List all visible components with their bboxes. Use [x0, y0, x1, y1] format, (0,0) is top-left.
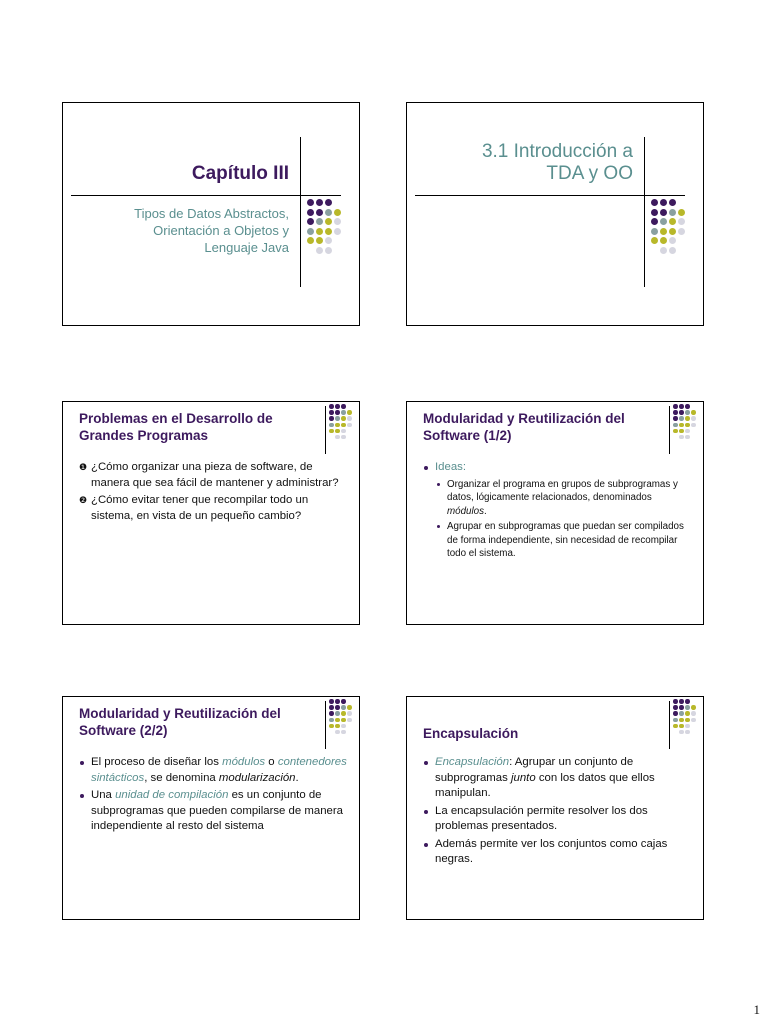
decorative-dot: [685, 404, 690, 409]
decorative-dot: [685, 410, 690, 415]
decorative-dot: [678, 199, 685, 206]
decorative-dots: [307, 199, 343, 256]
decorative-dot: [335, 416, 340, 421]
decorative-dot: [669, 228, 676, 235]
decorative-dot: [691, 724, 696, 729]
decorative-dot: [329, 435, 334, 440]
decorative-dot: [651, 199, 658, 206]
decorative-dot: [651, 237, 658, 244]
decorative-dot: [685, 730, 690, 735]
decorative-dot: [669, 247, 676, 254]
decorative-dot: [669, 199, 676, 206]
divider-vertical: [644, 137, 645, 287]
decorative-dot: [347, 429, 352, 434]
decorative-dot: [679, 724, 684, 729]
divider-vertical: [300, 137, 301, 287]
decorative-dot: [651, 247, 658, 254]
decorative-dot: [307, 218, 314, 225]
divider-vertical: [669, 406, 670, 454]
list-item: El proceso de diseñar los módulos o contenedores sintácticos, se denomina modularización.: [79, 755, 349, 786]
list-item: ❶ ¿Cómo organizar una pieza de software, de manera que sea fácil de mantener y administrar?: [79, 461, 339, 489]
decorative-dot: [660, 228, 667, 235]
decorative-dot: [669, 218, 676, 225]
decorative-dot: [334, 237, 341, 244]
decorative-dot: [341, 705, 346, 710]
decorative-dot: [660, 209, 667, 216]
decorative-dot: [341, 423, 346, 428]
decorative-dot: [679, 416, 684, 421]
decorative-dot: [334, 228, 341, 235]
decorative-dot: [691, 718, 696, 723]
decorative-dots: [329, 404, 353, 441]
decorative-dot: [325, 237, 332, 244]
decorative-dot: [685, 724, 690, 729]
decorative-dot: [685, 435, 690, 440]
decorative-dot: [347, 410, 352, 415]
decorative-dot: [334, 247, 341, 254]
decorative-dot: [335, 711, 340, 716]
decorative-dot: [679, 429, 684, 434]
decorative-dot: [307, 237, 314, 244]
decorative-dot: [329, 730, 334, 735]
decorative-dot: [685, 699, 690, 704]
decorative-dot: [335, 730, 340, 735]
bullet-icon: [80, 794, 84, 798]
decorative-dot: [660, 237, 667, 244]
decorative-dot: [691, 404, 696, 409]
decorative-dot: [679, 718, 684, 723]
decorative-dot: [325, 218, 332, 225]
decorative-dot: [335, 705, 340, 710]
slide-title: Capítulo III: [191, 163, 289, 184]
slide-title: Modularidad y Reutilización del Software (2/2): [79, 706, 281, 738]
decorative-dot: [678, 228, 685, 235]
decorative-dot: [691, 410, 696, 415]
decorative-dot: [335, 699, 340, 704]
bullet-icon: [424, 843, 428, 847]
decorative-dot: [673, 718, 678, 723]
slide-body: [423, 460, 693, 561]
decorative-dot: [335, 429, 340, 434]
decorative-dot: [691, 429, 696, 434]
decorative-dot: [685, 423, 690, 428]
decorative-dots: [329, 699, 353, 736]
decorative-dot: [316, 237, 323, 244]
slide-3: [62, 401, 360, 625]
decorative-dot: [651, 218, 658, 225]
decorative-dot: [347, 724, 352, 729]
decorative-dot: [685, 718, 690, 723]
decorative-dot: [347, 435, 352, 440]
decorative-dot: [347, 416, 352, 421]
decorative-dot: [329, 416, 334, 421]
divider-horizontal: [71, 195, 341, 196]
decorative-dot: [691, 416, 696, 421]
decorative-dot: [329, 410, 334, 415]
decorative-dot: [316, 228, 323, 235]
decorative-dot: [329, 429, 334, 434]
bullet-icon: [424, 466, 428, 470]
decorative-dot: [679, 435, 684, 440]
decorative-dot: [679, 423, 684, 428]
decorative-dot: [673, 730, 678, 735]
decorative-dot: [307, 247, 314, 254]
decorative-dot: [341, 718, 346, 723]
decorative-dot: [325, 199, 332, 206]
decorative-dot: [307, 209, 314, 216]
number-2-icon: ❷: [79, 495, 88, 505]
decorative-dot: [325, 247, 332, 254]
decorative-dot: [651, 228, 658, 235]
decorative-dot: [679, 404, 684, 409]
divider-vertical: [669, 701, 670, 749]
decorative-dot: [685, 705, 690, 710]
decorative-dot: [329, 718, 334, 723]
decorative-dot: [335, 410, 340, 415]
decorative-dot: [335, 718, 340, 723]
decorative-dot: [329, 423, 334, 428]
decorative-dot: [691, 699, 696, 704]
decorative-dot: [316, 247, 323, 254]
decorative-dot: [678, 247, 685, 254]
decorative-dot: [329, 711, 334, 716]
decorative-dot: [316, 199, 323, 206]
decorative-dot: [669, 237, 676, 244]
decorative-dot: [341, 410, 346, 415]
decorative-dot: [691, 730, 696, 735]
decorative-dot: [316, 218, 323, 225]
slide-4: [406, 401, 704, 625]
decorative-dot: [307, 228, 314, 235]
bullet-icon: [80, 761, 84, 765]
slide-body: [79, 755, 349, 837]
divider-vertical: [325, 701, 326, 749]
slide-title: Problemas en el Desarrollo de Grandes Programas: [79, 411, 273, 443]
decorative-dot: [307, 199, 314, 206]
decorative-dot: [316, 209, 323, 216]
number-1-icon: ❶: [79, 462, 88, 472]
decorative-dot: [679, 730, 684, 735]
decorative-dot: [341, 435, 346, 440]
divider-horizontal: [415, 195, 685, 196]
decorative-dot: [673, 423, 678, 428]
list-item: Ideas:: [423, 460, 693, 476]
decorative-dot: [685, 429, 690, 434]
slide-2: [406, 102, 704, 326]
list-item: La encapsulación permite resolver los dos problemas presentados.: [423, 804, 693, 835]
decorative-dot: [678, 209, 685, 216]
decorative-dot: [341, 699, 346, 704]
slide-1: [62, 102, 360, 326]
decorative-dot: [660, 199, 667, 206]
bullet-icon: [437, 525, 440, 528]
slide-title: Modularidad y Reutilización del Software (1/2): [423, 411, 625, 443]
decorative-dot: [335, 404, 340, 409]
decorative-dot: [347, 423, 352, 428]
slide-subtitle: Tipos de Datos Abstractos, Orientación a Objetos y Lenguaje Java: [134, 206, 289, 255]
decorative-dot: [347, 404, 352, 409]
decorative-dot: [325, 228, 332, 235]
decorative-dot: [334, 199, 341, 206]
decorative-dot: [685, 711, 690, 716]
decorative-dot: [685, 416, 690, 421]
decorative-dot: [329, 724, 334, 729]
slide-body: [79, 460, 349, 526]
slide-5: [62, 696, 360, 920]
bullet-icon: [424, 761, 428, 765]
slide-title: 3.1 Introducción a TDA y OO: [481, 141, 633, 184]
decorative-dots: [651, 199, 687, 256]
decorative-dot: [673, 705, 678, 710]
decorative-dot: [673, 711, 678, 716]
decorative-dot: [691, 705, 696, 710]
decorative-dot: [329, 699, 334, 704]
decorative-dot: [347, 699, 352, 704]
decorative-dot: [673, 435, 678, 440]
decorative-dot: [673, 404, 678, 409]
decorative-dot: [341, 429, 346, 434]
decorative-dot: [673, 429, 678, 434]
decorative-dot: [691, 435, 696, 440]
decorative-dot: [691, 711, 696, 716]
page-number: 1: [753, 1002, 760, 1017]
decorative-dot: [341, 711, 346, 716]
decorative-dot: [673, 699, 678, 704]
decorative-dot: [335, 423, 340, 428]
decorative-dot: [651, 209, 658, 216]
decorative-dot: [669, 209, 676, 216]
decorative-dot: [341, 730, 346, 735]
decorative-dot: [341, 416, 346, 421]
list-item: Una unidad de compilación es un conjunto de subprogramas que pueden compilarse de manera independiente al resto del sistema: [79, 788, 349, 835]
sub-list-item: Agrupar en subprogramas que puedan ser compilados de forma independiente, sin necesidad de recompilar todo el sistema.: [423, 520, 693, 561]
sub-list-item: Organizar el programa en grupos de subprogramas y datos, lógicamente relacionados, denominados módulos.: [423, 478, 693, 519]
divider-vertical: [325, 406, 326, 454]
decorative-dot: [673, 416, 678, 421]
decorative-dot: [679, 711, 684, 716]
decorative-dot: [325, 209, 332, 216]
bullet-icon: [424, 810, 428, 814]
decorative-dot: [660, 218, 667, 225]
decorative-dot: [335, 435, 340, 440]
decorative-dot: [660, 247, 667, 254]
slide-6: [406, 696, 704, 920]
slide-body: [423, 755, 693, 870]
decorative-dot: [691, 423, 696, 428]
list-item: ❷ ¿Cómo evitar tener que recompilar todo un sistema, en vista de un pequeño cambio?: [79, 494, 309, 522]
slide-title: Encapsulación: [423, 726, 519, 741]
decorative-dot: [347, 711, 352, 716]
decorative-dot: [341, 724, 346, 729]
decorative-dot: [347, 730, 352, 735]
decorative-dots: [673, 404, 697, 441]
decorative-dot: [679, 410, 684, 415]
decorative-dot: [334, 209, 341, 216]
decorative-dot: [334, 218, 341, 225]
decorative-dot: [673, 724, 678, 729]
decorative-dot: [329, 404, 334, 409]
decorative-dots: [673, 699, 697, 736]
list-item: Encapsulación: Agrupar un conjunto de subprogramas junto con los datos que ellos manipulan.: [423, 755, 693, 802]
decorative-dot: [679, 705, 684, 710]
bullet-icon: [437, 483, 440, 486]
decorative-dot: [678, 218, 685, 225]
decorative-dot: [329, 705, 334, 710]
decorative-dot: [679, 699, 684, 704]
decorative-dot: [673, 410, 678, 415]
decorative-dot: [341, 404, 346, 409]
decorative-dot: [347, 718, 352, 723]
decorative-dot: [678, 237, 685, 244]
decorative-dot: [347, 705, 352, 710]
decorative-dot: [335, 724, 340, 729]
list-item: Además permite ver los conjuntos como cajas negras.: [423, 837, 693, 868]
